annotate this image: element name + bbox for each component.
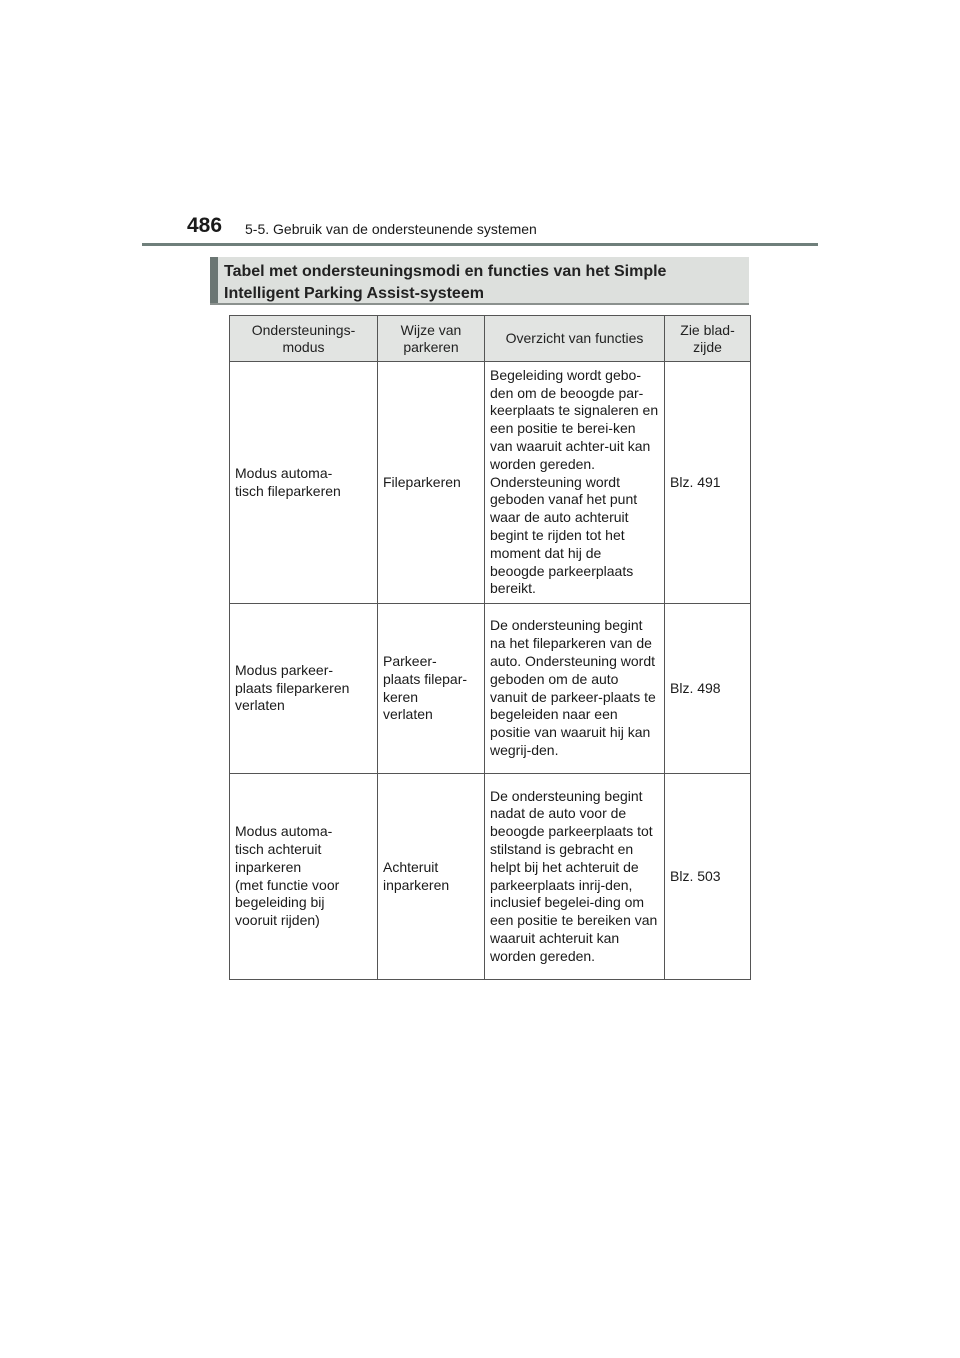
mode-cell: Modus parkeer- plaats fileparkeren verlaten: [230, 604, 378, 774]
page-ref-cell: Blz. 491: [665, 362, 751, 604]
method-cell: Achteruit inparkeren: [378, 774, 485, 980]
section-heading-box: [210, 257, 749, 305]
table-row: [230, 774, 751, 980]
header-assist-mode: Ondersteunings- modus: [230, 316, 378, 362]
assist-modes-table: [229, 315, 751, 980]
method-cell: Fileparkeren: [378, 362, 485, 604]
page-number: 486: [187, 214, 223, 237]
section-title: Tabel met ondersteuningsmodi en functies van het Simple Intelligent Parking Assist-systeem: [224, 263, 667, 302]
mode-cell: Modus automa- tisch achteruit inparkeren (met functie voor begeleiding bij vooruit rijden): [230, 774, 378, 980]
header-parking-method: Wijze van parkeren: [378, 316, 485, 362]
mode-cell: Modus automa- tisch fileparkeren: [230, 362, 378, 604]
overview-cell: Begeleiding wordt gebo-den om de beoogde par-keerplaats te signaleren en een positie te berei-ken van waaruit achter-uit kan worden gereden. Ondersteuning wordt geboden vanaf het punt waar de auto achteruit begint te rijden tot het moment dat hij de beoogde parkeerplaats bereikt.: [485, 362, 665, 604]
table-row: [230, 604, 751, 774]
running-head: 5-5. Gebruik van de ondersteunende systemen: [245, 221, 537, 237]
section-heading-bar: [210, 257, 218, 303]
overview-cell: De ondersteuning begint nadat de auto voor de beoogde parkeerplaats tot stilstand is gebracht en helpt bij het achteruit de parkeerplaats inrij-den, inclusief begelei-ding om een positie te bereiken van waaruit achteruit kan worden gereden.: [485, 774, 665, 980]
page-ref-cell: Blz. 503: [665, 774, 751, 980]
header-rule: [142, 243, 818, 246]
page-ref-cell: Blz. 498: [665, 604, 751, 774]
header-function-overview: Overzicht van functies: [485, 316, 665, 362]
table-row: [230, 362, 751, 604]
method-cell: Parkeer- plaats filepar- keren verlaten: [378, 604, 485, 774]
overview-cell: De ondersteuning begint na het fileparkeren van de auto. Ondersteuning wordt geboden om de auto vanuit de parkeer-plaats te begeleiden naar een positie van waaruit hij kan wegrij-den.: [485, 604, 665, 774]
table-header-row: [230, 316, 751, 362]
header-page-reference: Zie blad- zijde: [665, 316, 751, 362]
